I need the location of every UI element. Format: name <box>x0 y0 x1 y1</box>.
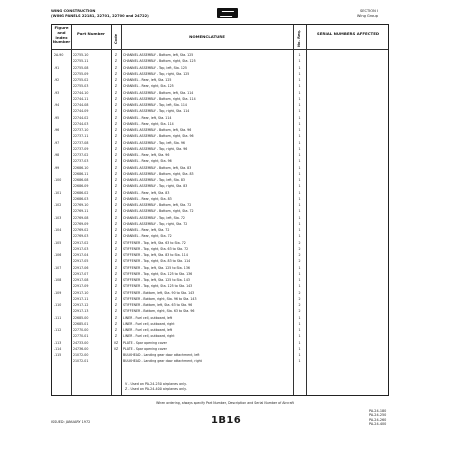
cell-code: VZ <box>113 340 119 345</box>
cell-qty: 1 <box>298 103 301 107</box>
cell-figure: -97 <box>54 140 60 145</box>
cell-qty: 1 <box>298 96 301 101</box>
cell-qty: 1 <box>298 71 301 76</box>
cell-nomenclature: STIFFENER - Top, right, Sta. 125 to Sta. 136 <box>123 271 193 276</box>
effectivity-item: PA-24-180 <box>369 409 387 413</box>
column-header-serial: SERIAL NUMBERS AFFECTED <box>316 31 380 36</box>
cell-nomenclature: STIFFENER - Bottom, right, Sta. 96 to Sta. 143 <box>123 296 197 301</box>
cell-figure: -110 <box>54 303 62 307</box>
cell-part-number: 22685-01 <box>73 321 89 326</box>
cell-code: Z <box>114 103 118 107</box>
cell-part-number: 22755-11 <box>73 59 89 64</box>
effectivity-item: PA-24-260 <box>369 417 387 422</box>
cell-nomenclature: CHANNEL ASSEMBLY - Top, right, Sta. 125 <box>123 71 190 76</box>
cell-nomenclature: CHANNEL ASSEMBLY - Bottom, left, Sta. 72 <box>123 203 192 207</box>
table-row <box>52 97 388 102</box>
cell-nomenclature: CHANNEL - Rear, right, Sta. 83 <box>123 196 172 201</box>
cell-nomenclature: CHANNEL - Rear, right, Sta. 72 <box>123 234 172 239</box>
cell-qty: 2 <box>298 253 301 257</box>
cell-code: Z <box>114 178 118 182</box>
column-header-qty: No. Req. <box>297 29 301 47</box>
cell-code: Z <box>114 165 118 170</box>
cell-nomenclature: CHANNEL ASSEMBLY - Bottom, right, Sta. 72 <box>123 209 194 214</box>
cell-part-number: 22737-08 <box>73 140 89 145</box>
table-row <box>52 222 388 227</box>
cell-code: Z <box>114 159 118 164</box>
cell-figure: -95 <box>54 115 60 120</box>
cell-nomenclature: CHANNEL - Rear, left, Sta. 96 <box>123 153 170 157</box>
cell-qty: 2 <box>298 303 301 307</box>
cell-code: Z <box>114 203 118 207</box>
cell-nomenclature: CHANNEL ASSEMBLY - Top, left, Sta. 83 <box>123 178 185 182</box>
header-group: Wing Group <box>356 14 378 18</box>
cell-figure: 2A-90 <box>54 53 64 57</box>
cell-qty: 1 <box>298 146 301 151</box>
cell-code: Z <box>114 184 118 189</box>
cell-part-number: 22917-10 <box>73 290 89 295</box>
cell-nomenclature: STIFFENER - Top, right, Sta. 63 to Sta. 72 <box>123 246 189 251</box>
cell-part-number: 22917-02 <box>73 240 89 245</box>
cell-nomenclature: CHANNEL - Rear, left, Sta. 125 <box>123 78 172 82</box>
cell-nomenclature: LINER - Fuel cell, outboard, right <box>123 321 175 326</box>
cell-figure: -102 <box>54 203 62 207</box>
cell-code: Z <box>114 153 118 157</box>
cell-qty: 1 <box>298 228 301 232</box>
cell-code: Z <box>114 171 118 176</box>
cell-nomenclature: CHANNEL - Rear, right, Sta. 125 <box>123 84 174 89</box>
cell-code: Z <box>114 265 118 270</box>
table-row <box>52 191 388 196</box>
cell-code: Z <box>114 328 118 332</box>
cell-nomenclature: STIFFENER - Top, left, Sta. 83 to Sta. 114 <box>123 253 188 257</box>
cell-figure: -91 <box>54 65 60 70</box>
cell-qty: 1 <box>298 209 301 214</box>
cell-figure: -103 <box>54 215 62 220</box>
cell-figure: -104 <box>54 228 62 232</box>
cell-qty: 1 <box>298 315 301 320</box>
cell-qty: 1 <box>298 203 301 207</box>
cell-qty: 1 <box>298 353 301 357</box>
cell-figure: -114 <box>54 346 62 351</box>
cell-part-number: 22917-06 <box>73 265 89 270</box>
table-row <box>52 172 388 177</box>
cell-part-number: 22737-02 <box>73 153 89 157</box>
cell-nomenclature: BULKHEAD - Landing gear door attachment, right <box>123 359 202 364</box>
table-row <box>52 128 388 133</box>
cell-part-number: 22686-10 <box>73 165 89 170</box>
cell-nomenclature: CHANNEL - Rear, left, Sta. 72 <box>123 228 170 232</box>
cell-code: Z <box>114 53 118 57</box>
table-row <box>52 353 388 358</box>
note-v: V - Used on PA-24-250 airplanes only. <box>125 382 187 386</box>
cell-part-number: 22770-01 <box>73 334 89 339</box>
cell-nomenclature: PLATE - Spar opening cover <box>123 340 167 345</box>
cell-code: Z <box>114 321 118 326</box>
table-row <box>52 241 388 246</box>
table-row <box>52 197 388 202</box>
cell-nomenclature: CHANNEL ASSEMBLY - Bottom, left, Sta. 125 <box>123 53 194 57</box>
cell-part-number: 22755-09 <box>73 71 89 76</box>
cell-nomenclature: STIFFENER - Bottom, left, Sta. 63 to Sta. 96 <box>123 303 193 307</box>
cell-nomenclature: CHANNEL ASSEMBLY - Top, right, Sta. 83 <box>123 184 188 189</box>
document-header-section <box>357 9 378 19</box>
table-row <box>52 147 388 152</box>
cell-part-number: 22755-03 <box>73 84 89 89</box>
cell-nomenclature: CHANNEL ASSEMBLY - Bottom, right, Sta. 96 <box>123 134 194 139</box>
cell-qty: 1 <box>298 90 301 95</box>
column-header-code: Code <box>114 33 118 44</box>
cell-part-number: 22686-09 <box>73 184 89 189</box>
cell-nomenclature: STIFFENER - Top, right, Sta. 83 to Sta. 114 <box>123 259 191 264</box>
table-row <box>52 78 388 83</box>
cell-nomenclature: CHANNEL ASSEMBLY - Bottom, right, Sta. 125 <box>123 59 196 64</box>
cell-part-number: 22755-10 <box>73 53 89 57</box>
cell-part-number: 22744-02 <box>73 115 89 120</box>
cell-qty: 1 <box>298 53 301 57</box>
cell-part-number: 22917-05 <box>73 259 89 264</box>
cell-code: Z <box>114 253 118 257</box>
cell-code: Z <box>114 334 118 339</box>
table-row <box>52 91 388 96</box>
cell-part-number: 22737-03 <box>73 159 89 164</box>
cell-part-number: 22685-00 <box>73 315 89 320</box>
parts-table <box>51 24 389 396</box>
cell-code: Z <box>114 96 118 101</box>
column-header-nomenclature: NOMENCLATURE <box>189 34 225 39</box>
cell-part-number: 22686-03 <box>73 196 89 201</box>
cell-nomenclature: CHANNEL ASSEMBLY - Top, left, Sta. 72 <box>123 215 185 220</box>
header-title-line1: WING CONSTRUCTION <box>51 9 96 13</box>
cell-nomenclature: CHANNEL ASSEMBLY - Bottom, left, Sta. 83 <box>123 165 192 170</box>
cell-part-number: 22917-11 <box>73 296 89 301</box>
table-row <box>52 316 388 321</box>
cell-figure: -98 <box>54 153 60 157</box>
cell-figure: -112 <box>54 328 62 332</box>
table-row <box>52 359 388 364</box>
cell-nomenclature: STIFFENER - Bottom, right, Sta. 63 to Sta. 96 <box>123 309 195 314</box>
cell-code: Z <box>114 146 118 151</box>
cell-qty: 2 <box>298 240 301 245</box>
cell-code: Z <box>114 140 118 145</box>
cell-code: Z <box>114 221 118 226</box>
cell-figure: -113 <box>54 340 62 345</box>
cell-nomenclature: BULKHEAD - Landing gear door attachment, left <box>123 353 200 357</box>
cell-part-number: 22686-02 <box>73 190 89 195</box>
cell-code: Z <box>114 303 118 307</box>
column-header-figure: Figure and Index Number <box>52 25 71 45</box>
table-row <box>52 166 388 171</box>
cell-qty: 1 <box>298 178 301 182</box>
cell-nomenclature: CHANNEL ASSEMBLY - Bottom, right, Sta. 83 <box>123 171 194 176</box>
cell-figure: -111 <box>54 315 62 320</box>
cell-code: Z <box>114 190 118 195</box>
cell-code: Z <box>114 78 118 82</box>
cell-nomenclature: CHANNEL ASSEMBLY - Bottom, left, Sta. 114 <box>123 90 194 95</box>
table-row <box>52 53 388 58</box>
table-row <box>52 178 388 183</box>
cell-part-number: 24733-00 <box>73 340 89 345</box>
cell-part-number: 22769-08 <box>73 215 89 220</box>
cell-qty: 1 <box>298 328 301 332</box>
cell-nomenclature: LINER - Fuel cell, outboard, right <box>123 334 175 339</box>
cell-qty: 1 <box>298 234 301 239</box>
table-row <box>52 297 388 302</box>
cell-code: Z <box>114 240 118 245</box>
page-number: 1B16 <box>211 415 242 426</box>
table-row <box>52 272 388 277</box>
cell-code: Z <box>114 84 118 89</box>
code-notes <box>125 382 187 392</box>
document-header-title <box>51 9 149 19</box>
piper-logo <box>217 8 238 18</box>
cell-figure: -93 <box>54 90 60 95</box>
table-row <box>52 153 388 158</box>
table-row <box>52 291 388 296</box>
cell-qty: 1 <box>298 109 301 114</box>
cell-code: Z <box>114 196 118 201</box>
cell-code: Z <box>114 109 118 114</box>
cell-part-number: 22744-08 <box>73 103 89 107</box>
table-row <box>52 109 388 114</box>
cell-nomenclature: STIFFENER - Bottom, left, Sta. 90 to Sta. 143 <box>123 290 195 295</box>
cell-part-number: 22917-12 <box>73 303 89 307</box>
table-row <box>52 228 388 233</box>
cell-code: Z <box>114 290 118 295</box>
cell-part-number: 21072-00 <box>73 353 89 357</box>
cell-qty: 1 <box>298 340 301 345</box>
cell-nomenclature: STIFFENER - Top, left, Sta. 125 to Sta. 136 <box>123 265 190 270</box>
table-row <box>52 309 388 314</box>
table-row <box>52 341 388 346</box>
table-row <box>52 322 388 327</box>
cell-qty: 1 <box>298 159 301 164</box>
cell-nomenclature: LINER - Fuel cell, outboard, left <box>123 328 173 332</box>
cell-figure: -100 <box>54 178 62 182</box>
cell-qty: 1 <box>298 171 301 176</box>
table-row <box>52 253 388 258</box>
cell-nomenclature: CHANNEL ASSEMBLY - Top, right, Sta. 72 <box>123 221 188 226</box>
cell-code: Z <box>114 284 118 289</box>
cell-code: Z <box>114 246 118 251</box>
table-row <box>52 66 388 71</box>
table-row <box>52 216 388 221</box>
cell-qty: 1 <box>298 78 301 82</box>
cell-qty: 1 <box>298 334 301 339</box>
cell-part-number: 22755-02 <box>73 78 89 82</box>
cell-qty: 1 <box>298 284 301 289</box>
cell-part-number: 22769-03 <box>73 234 89 239</box>
cell-figure: -101 <box>54 190 62 195</box>
cell-qty: 2 <box>298 309 301 314</box>
cell-part-number: 22769-10 <box>73 203 89 207</box>
cell-part-number: 22769-11 <box>73 209 89 214</box>
cell-part-number: 22737-10 <box>73 128 89 132</box>
cell-figure: -107 <box>54 265 62 270</box>
cell-part-number: 22744-11 <box>73 96 89 101</box>
cell-part-number: 24736-00 <box>73 346 89 351</box>
cell-qty: 2 <box>298 290 301 295</box>
table-row <box>52 103 388 108</box>
cell-qty: 2 <box>298 296 301 301</box>
cell-part-number: 22737-11 <box>73 134 89 139</box>
header-section: SECTION I <box>359 9 378 13</box>
cell-nomenclature: CHANNEL - Rear, left, Sta. 83 <box>123 190 170 195</box>
cell-qty: 1 <box>298 84 301 89</box>
cell-qty: 1 <box>298 153 301 157</box>
cell-code: Z <box>114 259 118 264</box>
cell-figure: -106 <box>54 253 62 257</box>
table-row <box>52 72 388 77</box>
cell-qty: 1 <box>298 121 301 126</box>
cell-code: VZ <box>113 346 119 351</box>
cell-figure: -92 <box>54 78 60 82</box>
cell-qty: 1 <box>298 165 301 170</box>
table-row <box>52 347 388 352</box>
cell-code: Z <box>114 228 118 232</box>
cell-nomenclature: CHANNEL ASSEMBLY - Top, right, Sta. 114 <box>123 109 190 114</box>
cell-part-number: 21072-01 <box>73 359 89 364</box>
cell-code: Z <box>114 90 118 95</box>
cell-code: Z <box>114 215 118 220</box>
table-row <box>52 84 388 89</box>
cell-figure: -96 <box>54 128 60 132</box>
table-row <box>52 59 388 64</box>
effectivity-item: PA-24-400 <box>369 422 387 427</box>
table-row <box>52 284 388 289</box>
table-row <box>52 278 388 283</box>
cell-qty: 1 <box>298 271 301 276</box>
cell-code: Z <box>114 59 118 64</box>
cell-part-number: 22686-11 <box>73 171 89 176</box>
cell-part-number: 22917-04 <box>73 253 89 257</box>
header-title-line2: (WING PANELS 22181, 22701, 22700 and 24722) <box>51 14 149 18</box>
cell-part-number: 22744-09 <box>73 109 89 114</box>
cell-code: Z <box>114 134 118 139</box>
table-row <box>52 247 388 252</box>
cell-figure: -94 <box>54 103 60 107</box>
table-row <box>52 234 388 239</box>
cell-code: Z <box>114 271 118 276</box>
cell-part-number: 22744-10 <box>73 90 89 95</box>
cell-nomenclature: CHANNEL ASSEMBLY - Top, left, Sta. 114 <box>123 103 187 107</box>
cell-part-number: 22917-13 <box>73 309 89 314</box>
cell-part-number: 22770-00 <box>73 328 89 332</box>
table-row <box>52 203 388 208</box>
table-row <box>52 266 388 271</box>
cell-code: Z <box>114 209 118 214</box>
issue-date: ISSUED: JANUARY 1972 <box>51 420 91 424</box>
column-header-part: Part Number <box>77 31 105 36</box>
table-row <box>52 159 388 164</box>
cell-nomenclature: CHANNEL - Rear, right, Sta. 114 <box>123 121 174 126</box>
cell-qty: 1 <box>298 215 301 220</box>
table-row <box>52 303 388 308</box>
cell-qty: 1 <box>298 134 301 139</box>
cell-part-number: 22737-09 <box>73 146 89 151</box>
cell-part-number: 22917-07 <box>73 271 89 276</box>
cell-qty: 1 <box>298 190 301 195</box>
cell-code: Z <box>114 115 118 120</box>
table-row <box>52 209 388 214</box>
effectivity-list <box>369 409 386 427</box>
cell-nomenclature: CHANNEL ASSEMBLY - Top, left, Sta. 125 <box>123 65 187 70</box>
cell-qty: 1 <box>298 59 301 64</box>
cell-nomenclature: CHANNEL - Rear, left, Sta. 114 <box>123 115 172 120</box>
cell-qty: 1 <box>298 278 301 282</box>
cell-figure: -105 <box>54 240 62 245</box>
cell-part-number: 22769-02 <box>73 228 89 232</box>
cell-nomenclature: PLATE - Spar opening cover <box>123 346 167 351</box>
cell-code: Z <box>114 315 118 320</box>
cell-qty: 1 <box>298 196 301 201</box>
cell-qty: 1 <box>298 346 301 351</box>
cell-qty: 2 <box>298 246 301 251</box>
cell-figure: -109 <box>54 290 62 295</box>
cell-part-number: 22917-09 <box>73 284 89 289</box>
cell-qty: 1 <box>298 359 301 364</box>
cell-nomenclature: STIFFENER - Top, right, Sta. 125 to Sta. 143 <box>123 284 193 289</box>
cell-figure: -108 <box>54 278 62 282</box>
cell-qty: 1 <box>298 115 301 120</box>
cell-nomenclature: LINER - Fuel cell, outboard, left <box>123 315 173 320</box>
note-z: Z - Used on PA-24-400 airplanes only. <box>125 386 187 391</box>
cell-qty: 1 <box>298 128 301 132</box>
cell-part-number: 22917-08 <box>73 278 89 282</box>
cell-figure: -115 <box>54 353 62 357</box>
cell-qty: 1 <box>298 265 301 270</box>
table-row <box>52 334 388 339</box>
cell-part-number: 22686-08 <box>73 178 89 182</box>
cell-qty: 1 <box>298 184 301 189</box>
cell-figure: -99 <box>54 165 60 170</box>
cell-nomenclature: CHANNEL - Rear, right, Sta. 96 <box>123 159 172 164</box>
table-row <box>52 116 388 121</box>
cell-code: Z <box>114 65 118 70</box>
cell-nomenclature: CHANNEL ASSEMBLY - Bottom, right, Sta. 114 <box>123 96 196 101</box>
cell-code: Z <box>114 121 118 126</box>
cell-nomenclature: STIFFENER - Top, left, Sta. 63 to Sta. 72 <box>123 240 186 245</box>
ordering-note: When ordering, always specify Part Number, Description and Serial Number of Aircraft <box>156 401 294 405</box>
effectivity-item: PA-24-250 <box>369 413 387 418</box>
cell-part-number: 22744-03 <box>73 121 89 126</box>
cell-nomenclature: CHANNEL ASSEMBLY - Top, right, Sta. 96 <box>123 146 188 151</box>
table-row <box>52 259 388 264</box>
cell-qty: 1 <box>298 221 301 226</box>
cell-qty: 1 <box>298 140 301 145</box>
cell-qty: 2 <box>298 259 301 264</box>
cell-qty: 1 <box>298 65 301 70</box>
cell-code: Z <box>114 234 118 239</box>
cell-code: Z <box>114 71 118 76</box>
cell-code: Z <box>114 278 118 282</box>
cell-part-number: 22755-08 <box>73 65 89 70</box>
cell-nomenclature: CHANNEL ASSEMBLY - Bottom, left, Sta. 96 <box>123 128 192 132</box>
cell-code: Z <box>114 309 118 314</box>
table-row <box>52 141 388 146</box>
table-row <box>52 328 388 333</box>
cell-code: Z <box>114 296 118 301</box>
cell-qty: 1 <box>298 321 301 326</box>
cell-part-number: 22917-03 <box>73 246 89 251</box>
cell-nomenclature: CHANNEL ASSEMBLY - Top, left, Sta. 96 <box>123 140 185 145</box>
cell-part-number: 22769-09 <box>73 221 89 226</box>
cell-nomenclature: STIFFENER - Top, left, Sta. 125 to Sta. 143 <box>123 278 190 282</box>
cell-code: Z <box>114 128 118 132</box>
table-row <box>52 134 388 139</box>
table-row <box>52 122 388 127</box>
table-row <box>52 184 388 189</box>
